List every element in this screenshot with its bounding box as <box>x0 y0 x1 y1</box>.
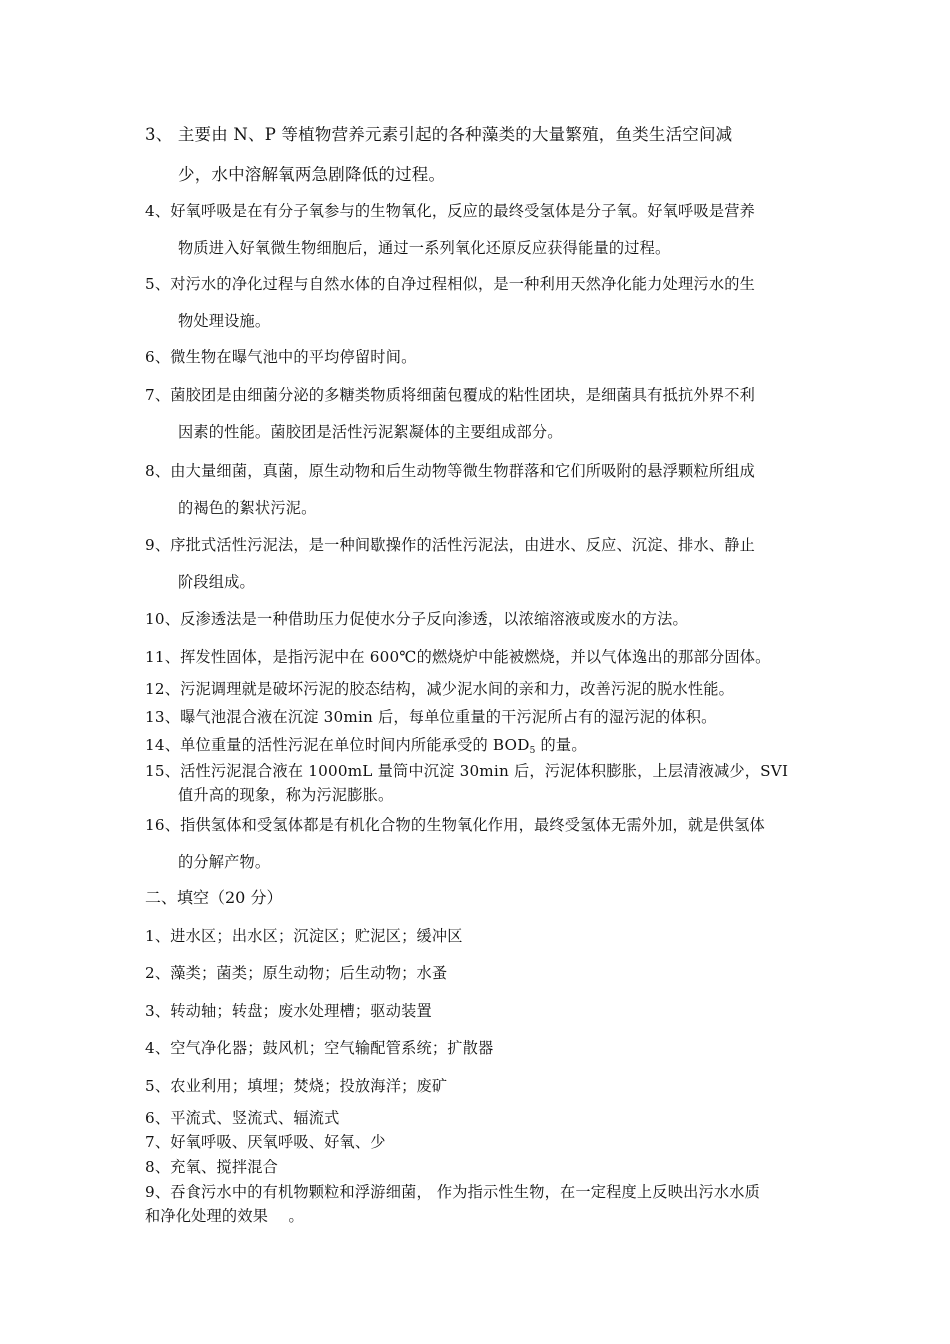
definition-10 <box>145 601 810 638</box>
definition-13-line-1: 13、曝气池混合液在沉淀 30min 后，每单位重量的干污泥所占有的湿污泥的体积。 <box>145 708 717 726</box>
definition-8-line-1: 8、由大量细菌，真菌，原生动物和后生动物等微生物群落和它们所吸附的悬浮颗粒所组成 <box>145 462 755 480</box>
fill-answer-9: 9、吞食污水中的有机物颗粒和浮游细菌， 作为指示性生物，在一定程度上反映出污水水质 和净化处理的效果 。 <box>145 1180 810 1228</box>
definition-12-line-1: 12、污泥调理就是破坏污泥的胶态结构，减少泥水间的亲和力，改善污泥的脱水性能。 <box>145 680 735 698</box>
definition-4-line-1: 4、好氧呼吸是在有分子氧参与的生物氧化，反应的最终受氢体是分子氧。好氧呼吸是营养 <box>145 202 755 220</box>
definition-9-line-1: 9、序批式活性污泥法，是一种间歇操作的活性污泥法，由进水、反应、沉淀、排水、静止 <box>145 536 755 554</box>
definition-3 <box>145 115 810 195</box>
definition-7-line-1: 7、菌胶团是由细菌分泌的多糖类物质将细菌包覆成的粘性团块，是细菌具有抵抗外界不利 <box>145 386 755 404</box>
fill-answer-6: 6、平流式、竖流式、辐流式 <box>145 1109 340 1127</box>
definition-8 <box>145 453 810 527</box>
definition-9-line-2: 阶段组成。 <box>178 573 255 591</box>
definition-8-line-2: 的褐色的絮状污泥。 <box>178 499 317 517</box>
fill-answer-8: 8、充氧、搅拌混合 <box>145 1158 278 1176</box>
fill-answer-5: 5、农业利用；填埋；焚烧；投放海洋；废矿 <box>145 1077 448 1095</box>
definition-11 <box>145 639 810 676</box>
definition-5-line-1: 5、对污水的净化过程与自然水体的自净过程相似，是一种利用天然净化能力处理污水的生 <box>145 275 755 293</box>
definition-7 <box>145 377 810 451</box>
definition-7-line-2: 因素的性能。菌胶团是活性污泥絮凝体的主要组成部分。 <box>178 423 563 441</box>
fill-answer-3: 3、转动轴；转盘；废水处理槽；驱动装置 <box>145 1002 432 1020</box>
definition-3-line-1: 3、 主要由 N、P 等植物营养元素引起的各种藻类的大量繁殖，鱼类生活空间减 <box>145 125 733 144</box>
definition-3-line-2: 少，水中溶解氧两急剧降低的过程。 <box>178 165 446 184</box>
definition-15-line-1: 15、活性污泥混合液在 1000mL 量筒中沉淀 30min 后，污泥体积膨胀，上层清液减少，SVI <box>145 762 789 780</box>
definition-12 <box>145 677 810 701</box>
fill-answer-7: 7、好氧呼吸、厌氧呼吸、好氧、少 <box>145 1133 386 1151</box>
definition-5 <box>145 266 810 340</box>
definition-5-line-2: 物处理设施。 <box>178 312 271 330</box>
definition-14-line-1: 14、单位重量的活性污泥在单位时间内所能承受的 $BOD_5$ 的量。 <box>145 736 587 756</box>
section-heading: 二、填空（20 分） <box>145 888 283 907</box>
definition-16 <box>145 807 810 881</box>
definition-4 <box>145 193 810 267</box>
definition-9 <box>145 527 810 601</box>
fill-answer-4: 4、空气净化器；鼓风机；空气输配管系统；扩散器 <box>145 1039 494 1057</box>
fill-answer-2: 2、藻类；菌类；原生动物；后生动物；水蚤 <box>145 964 448 982</box>
definition-10-line-1: 10、反渗透法是一种借助压力促使水分子反向渗透，以浓缩溶液或废水的方法。 <box>145 610 688 628</box>
fill-answer-9-continuation: 和净化处理的效果 。 <box>145 1207 304 1225</box>
definition-6-line-1: 6、微生物在曝气池中的平均停留时间。 <box>145 348 417 366</box>
definition-4-line-2: 物质进入好氧微生物细胞后，通过一系列氧化还原反应获得能量的过程。 <box>178 239 671 257</box>
definition-16-line-1: 16、指供氢体和受氢体都是有机化合物的生物氧化作用，最终受氢体无需外加，就是供氢体 <box>145 816 765 834</box>
definition-11-line-1: 11、挥发性固体，是指污泥中在 600℃的燃烧炉中能被燃烧，并以气体逸出的那部分固体。 <box>145 648 771 666</box>
definition-6 <box>145 339 810 376</box>
definition-16-line-2: 的分解产物。 <box>178 853 271 871</box>
definition-15 <box>145 759 810 807</box>
fill-answer-1: 1、进水区；出水区；沉淀区；贮泥区；缓冲区 <box>145 927 463 945</box>
definition-15-line-2: 值升高的现象，称为污泥膨胀。 <box>178 786 394 804</box>
definition-13 <box>145 705 810 729</box>
